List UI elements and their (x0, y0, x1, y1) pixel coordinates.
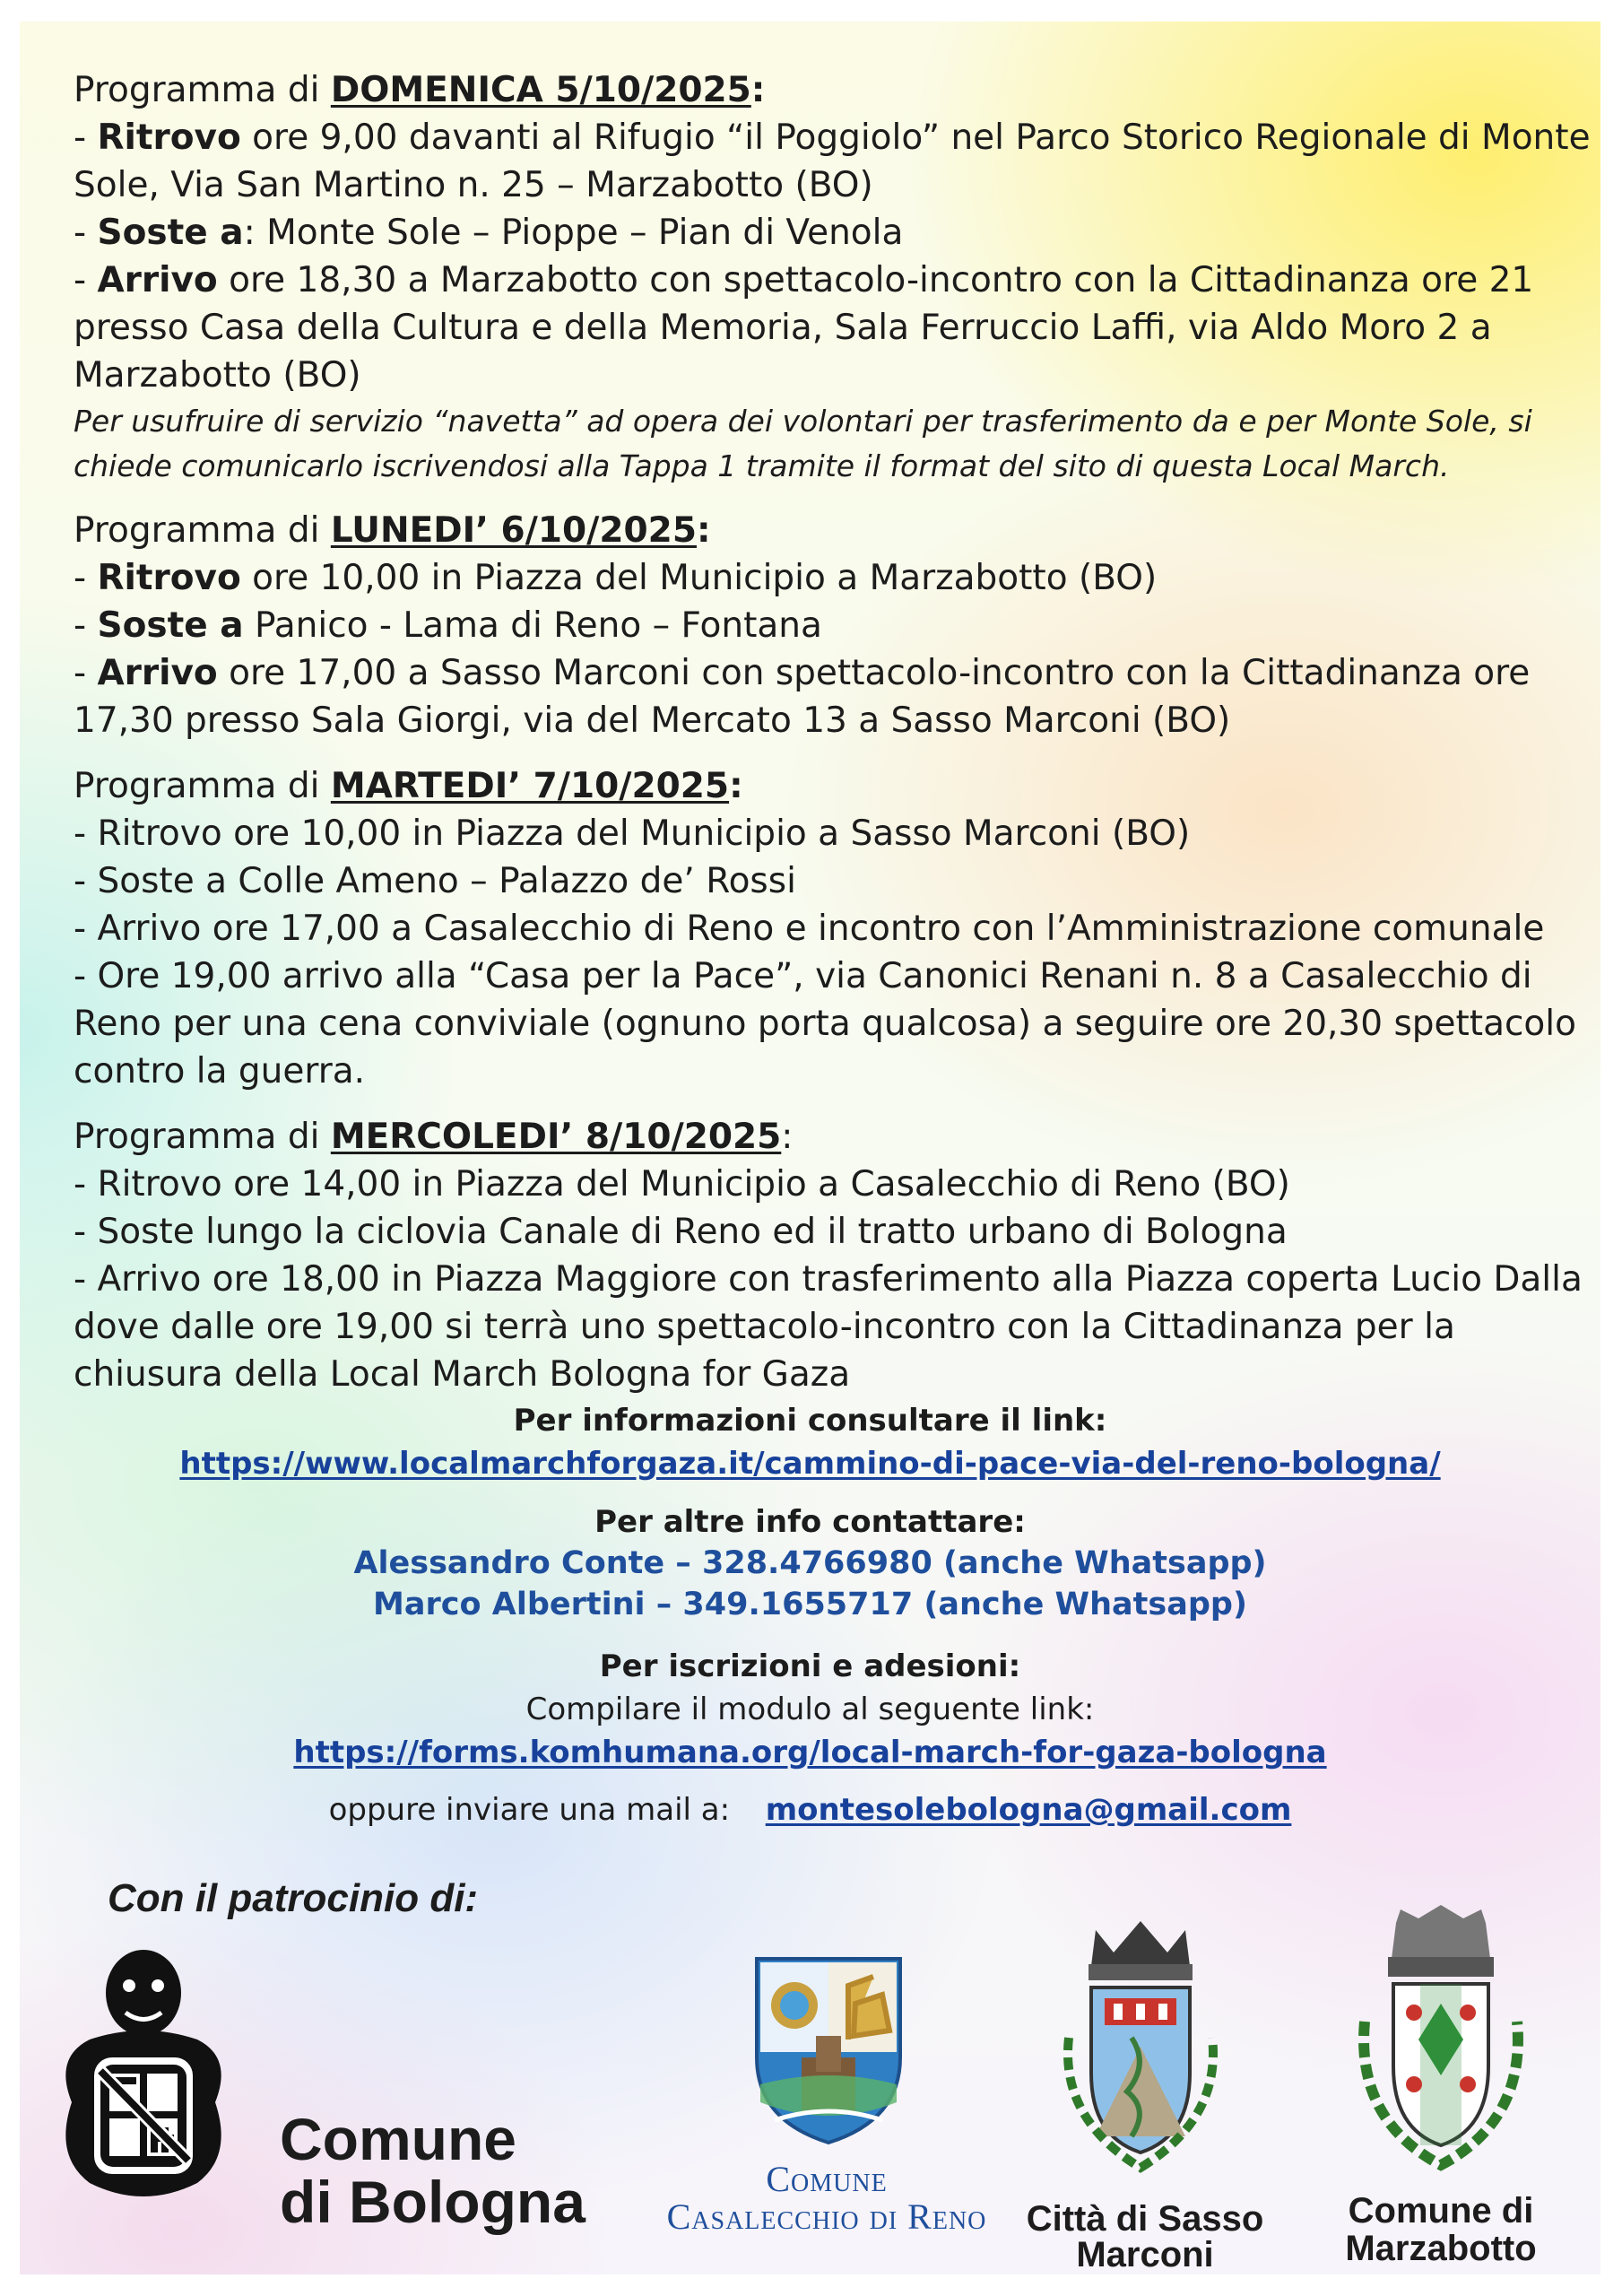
contacts-label: Per altre info contattare: (594, 1504, 1026, 1540)
logo-caption-sasso-marconi: Città di Sasso Marconi (1026, 2199, 1264, 2274)
contact-person: Alessandro Conte – 328.4766980 (anche Whatsapp) (353, 1545, 1267, 1581)
program-line: - Soste a: Monte Sole – Pioppe – Pian di Venola (74, 213, 904, 253)
day-program (74, 507, 1598, 744)
patronage-title: Con il patrocinio di: (108, 1876, 479, 1920)
day-date: MERCOLEDI’ 8/10/2025 (330, 1117, 782, 1157)
logo-caption-marzabotto: Comune di Marzabotto (1345, 2191, 1537, 2268)
logo-caption-casalecchio: Comune Casalecchio di Reno (666, 2159, 987, 2237)
registration-section (20, 1645, 1600, 1831)
program-line: - Ritrovo ore 9,00 davanti al Rifugio “il Poggiolo” nel Parco Storico Regionale di Monte Sole, Via San Martino n. 25 – Marzabotto (BO) (74, 117, 1591, 205)
day-heading: Programma di MARTEDI’ 7/10/2025: (74, 766, 743, 806)
program-line: - Arrivo ore 18,30 a Marzabotto con spettacolo-incontro con la Cittadinanza ore 21 presso Casa della Cultura e della Memoria, Sala Ferruccio Laffi, via Aldo Moro 2 a Marzabotto (BO) (74, 260, 1534, 396)
day-program (74, 66, 1598, 489)
day-date: LUNEDI’ 6/10/2025 (330, 510, 697, 551)
contact-person: Marco Albertini – 349.1655717 (anche Whatsapp) (373, 1587, 1247, 1622)
program-line: - Arrivo ore 17,00 a Sasso Marconi con spettacolo-incontro con la Cittadinanza ore 17,30 presso Sala Giorgi, via del Mercato 13 a Sasso Marconi (BO) (74, 653, 1531, 741)
program-line: - Ritrovo ore 10,00 in Piazza del Municipio a Sasso Marconi (BO) (74, 813, 1191, 854)
program-line: - Ritrovo ore 14,00 in Piazza del Municipio a Casalecchio di Reno (BO) (74, 1164, 1290, 1205)
day-heading: Programma di DOMENICA 5/10/2025: (74, 70, 766, 110)
program-line: - Ritrovo ore 10,00 in Piazza del Municipio a Marzabotto (BO) (74, 558, 1158, 598)
contacts-section (20, 1501, 1600, 1625)
registration-link[interactable]: https://forms.komhumana.org/local-march-for-gaza-bologna (293, 1735, 1327, 1770)
info-link[interactable]: https://www.localmarchforgaza.it/cammino-di-pace-via-del-reno-bologna/ (179, 1446, 1441, 1482)
mail-prefix: oppure inviare una mail a: (328, 1792, 731, 1828)
program-line: - Soste a Panico - Lama di Reno – Fontana (74, 605, 822, 646)
day-program (74, 1113, 1598, 1398)
day-heading: Programma di LUNEDI’ 6/10/2025: (74, 510, 711, 551)
program-line: - Arrivo ore 18,00 in Piazza Maggiore con trasferimento alla Piazza coperta Lucio Dalla dove dalle ore 19,00 si terrà uno spettacolo-incontro con la Cittadinanza per la chiusura della Local March Bologna for Gaza (74, 1259, 1583, 1395)
mail-line (20, 1788, 1600, 1831)
program-line: - Soste a Colle Ameno – Palazzo de’ Rossi (74, 861, 796, 901)
logo-caption-bologna: Comune di Bologna (280, 2106, 585, 2235)
info-section (20, 1399, 1600, 1485)
bologna-crest-icon (54, 1941, 233, 2210)
casalecchio-crest-icon (748, 1950, 909, 2147)
day-date: MARTEDI’ 7/10/2025 (330, 766, 730, 806)
program-section (74, 66, 1598, 1416)
info-label: Per informazioni consultare il link: (513, 1403, 1107, 1439)
program-line: - Ore 19,00 arrivo alla “Casa per la Pace”, via Canonici Renani n. 8 a Casalecchio di Reno per una cena conviviale (ognuno porta qualcosa) a seguire ore 20,30 spettacolo contro la guerra. (74, 956, 1576, 1091)
shuttle-note: Per usufruire di servizio “navetta” ad opera dei volontari per trasferimento da e per Monte Sole, si chiede comunicarlo iscrivendosi alla Tappa 1 tramite il format del sito di questa Local March. (74, 404, 1532, 483)
registration-instruction: Compilare il modulo al seguente link: (525, 1692, 1095, 1727)
mail-link[interactable]: montesolebologna@gmail.com (765, 1792, 1292, 1828)
day-date: DOMENICA 5/10/2025 (330, 70, 751, 110)
day-program (74, 762, 1598, 1095)
day-heading: Programma di MERCOLEDI’ 8/10/2025: (74, 1117, 794, 1157)
marzabotto-crest-icon (1338, 1905, 1544, 2174)
registration-label: Per iscrizioni e adesioni: (599, 1648, 1021, 1684)
flyer-page (20, 22, 1600, 2274)
program-line: - Arrivo ore 17,00 a Casalecchio di Reno e incontro con l’Amministrazione comunale (74, 909, 1545, 949)
sasso-marconi-crest-icon (1042, 1912, 1239, 2181)
program-line: - Soste lungo la ciclovia Canale di Reno ed il tratto urbano di Bologna (74, 1212, 1288, 1252)
